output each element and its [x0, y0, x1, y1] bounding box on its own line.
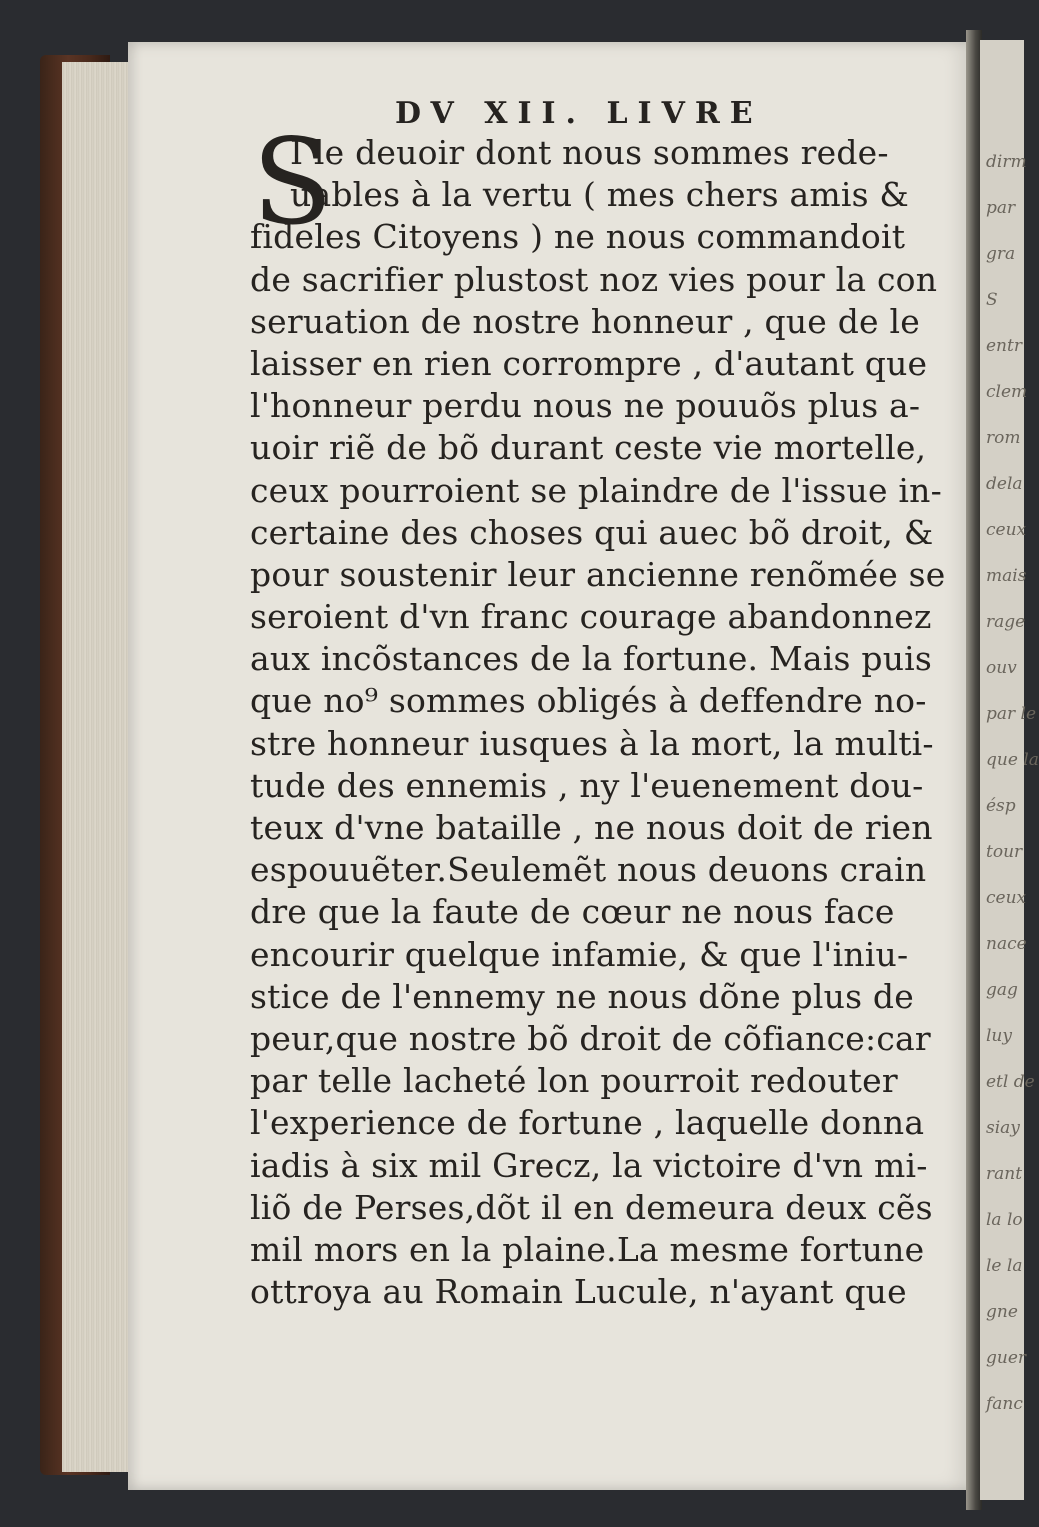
text-line: teux d'vne bataille , ne nous doit de rien: [250, 808, 933, 847]
facing-page-fragment: dela: [986, 474, 1023, 494]
text-line: stice de l'ennemy ne nous dõne plus de: [250, 976, 914, 1016]
text-line: seruation de nostre honneur , que de le: [250, 301, 920, 341]
text-line: seroient d'vn franc courage abandonnez: [250, 597, 932, 637]
facing-page-fragment: la lo: [986, 1210, 1023, 1230]
text-line: tude des ennemis , ny l'euenement dou-: [250, 765, 924, 805]
text-line: ceux pourroient se plaindre de l'issue in-: [250, 470, 942, 510]
facing-page-fragment: gra: [986, 244, 1016, 264]
facing-page-fragment: fanc: [986, 1394, 1023, 1414]
facing-page-fragment: que la: [986, 750, 1039, 770]
text-line: laisser en rien corrompre , d'autant que: [250, 343, 928, 383]
text-line: pour soustenir leur ancienne renõmée se: [250, 554, 946, 594]
page-edges: [62, 62, 132, 1472]
running-header: DV XII. LIVRE: [395, 96, 763, 131]
text-line: dre que la faute de cœur ne nous face: [250, 892, 895, 932]
facing-page-fragment: par le: [986, 704, 1037, 724]
text-line: encourir quelque infamie, & que l'iniu-: [250, 934, 909, 974]
text-line: ottroya au Romain Lucule, n'ayant que: [250, 1272, 907, 1312]
facing-page-fragment: etl de: [986, 1072, 1035, 1092]
facing-page-fragment: ouv: [986, 658, 1017, 678]
text-line: iadis à six mil Grecz, la victoire d'vn mi-: [250, 1145, 928, 1185]
text-line: de sacrifier plustost noz vies pour la con: [250, 259, 938, 299]
facing-page: [980, 40, 1039, 1500]
facing-page-fragment: mais: [986, 566, 1027, 586]
facing-page-fragment: clem: [986, 382, 1028, 402]
facing-page-fragment: rage: [986, 612, 1026, 632]
text-line: l'honneur perdu nous ne pouuõs plus a-: [250, 386, 921, 426]
text-line: peur,que nostre bõ droit de cõfiance:car: [250, 1018, 931, 1058]
facing-page-fragment: le la: [986, 1256, 1023, 1276]
facing-page-fragment: tour: [986, 842, 1023, 862]
text-line: par telle lacheté lon pourroit redouter: [250, 1061, 898, 1101]
facing-page-fragment: gne: [986, 1302, 1018, 1322]
facing-page-fragment: entr: [986, 336, 1022, 356]
facing-page-fragment: ceux: [986, 888, 1027, 908]
text-line: uables à la vertu ( mes chers amis &: [290, 175, 909, 215]
text-line: uoir riẽ de bõ durant ceste vie mortelle,: [250, 428, 927, 468]
facing-page-fragment: ésp: [986, 796, 1016, 816]
facing-page-fragment: gag: [986, 980, 1018, 1000]
facing-page-fragment: luy: [986, 1026, 1012, 1046]
drop-cap: S: [252, 113, 333, 251]
facing-page-fragment: par: [986, 198, 1016, 218]
facing-page-fragment: guer: [986, 1348, 1027, 1368]
text-line: mil mors en la plaine.La mesme fortune: [250, 1229, 925, 1269]
text-line: fideles Citoyens ) ne nous commandoit: [250, 217, 906, 257]
text-line: que no⁹ sommes obligés à deffendre no-: [250, 681, 927, 721]
facing-page-fragment: dirm: [986, 152, 1027, 172]
text-line: l'experience de fortune , laquelle donna: [250, 1103, 925, 1143]
facing-page-fragment: rant: [986, 1164, 1023, 1184]
text-line: stre honneur iusques à la mort, la multi-: [250, 723, 934, 763]
facing-page-fragment: nace: [986, 934, 1027, 954]
text-line: certaine des choses qui auec bõ droit, &: [250, 512, 934, 552]
text-line: espouuẽter.Seulemẽt nous deuons crain: [250, 850, 927, 890]
facing-page-fragment: rom: [986, 428, 1021, 448]
facing-page-fragment: S: [986, 290, 998, 310]
facing-page-fragment: ceux: [986, 520, 1027, 540]
text-line: liõ de Perses,dõt il en demeura deux cẽs: [250, 1187, 933, 1227]
text-line: I le deuoir dont nous sommes rede-: [290, 133, 889, 172]
facing-page-fragment: siay: [986, 1118, 1020, 1138]
text-line: aux incõstances de la fortune. Mais puis: [250, 639, 933, 679]
